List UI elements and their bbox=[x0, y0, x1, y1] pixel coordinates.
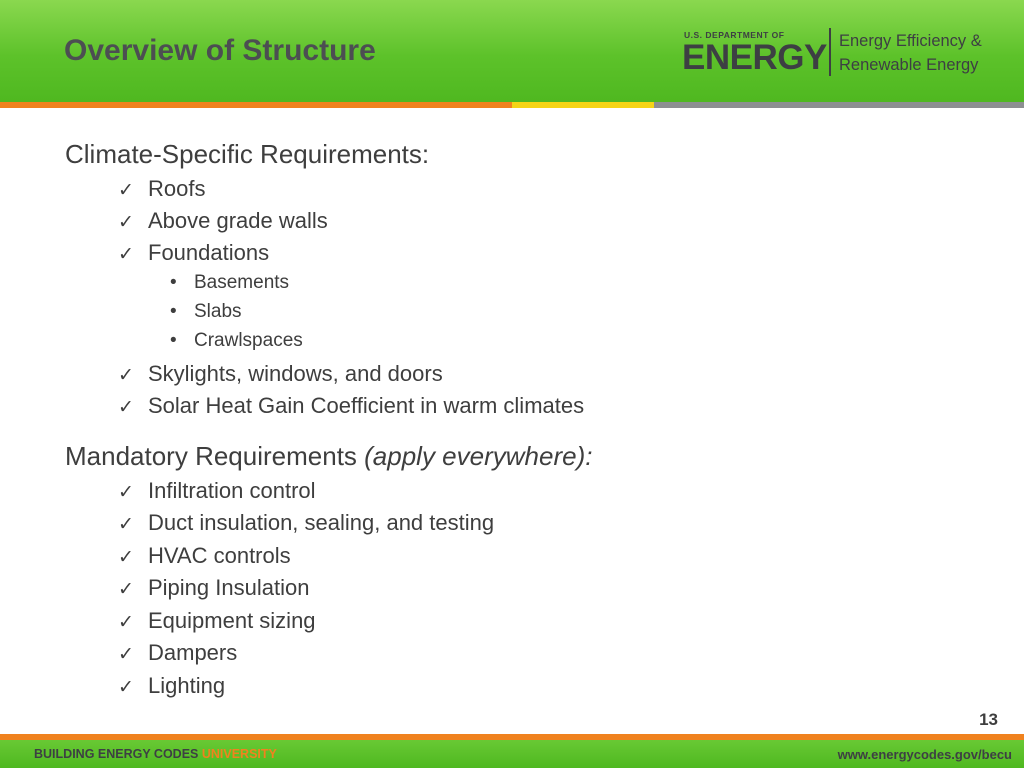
bullet-icon: • bbox=[170, 330, 177, 351]
doe-eere-logo bbox=[684, 28, 1004, 80]
mandatory-item bbox=[118, 640, 237, 666]
header-stripe-yellow bbox=[512, 102, 654, 108]
footer-program-text: BUILDING ENERGY CODES bbox=[34, 747, 202, 761]
climate-item-label: Foundations bbox=[148, 240, 270, 265]
mandatory-item bbox=[118, 575, 309, 601]
logo-divider bbox=[829, 28, 831, 76]
header-stripe-orange bbox=[0, 102, 512, 108]
bullet-icon: • bbox=[170, 272, 177, 293]
checkmark-icon: ✓ bbox=[118, 244, 134, 265]
checkmark-icon: ✓ bbox=[118, 514, 134, 535]
foundation-subitem-label: Slabs bbox=[194, 301, 242, 322]
climate-heading: Climate-Specific Requirements: bbox=[65, 139, 430, 169]
climate-item bbox=[118, 176, 205, 202]
foundation-subitem bbox=[170, 301, 242, 323]
mandatory-item-label: Lighting bbox=[148, 673, 226, 698]
checkmark-icon: ✓ bbox=[118, 397, 134, 418]
mandatory-item-label: HVAC controls bbox=[148, 543, 291, 568]
climate-item-label: Skylights, windows, and doors bbox=[148, 361, 443, 386]
mandatory-heading-note: (apply everywhere): bbox=[364, 441, 593, 471]
checkmark-icon: ✓ bbox=[118, 579, 134, 600]
slide-footer bbox=[0, 740, 1024, 768]
checkmark-icon: ✓ bbox=[118, 644, 134, 665]
mandatory-item-label: Infiltration control bbox=[148, 478, 316, 503]
mandatory-item bbox=[118, 608, 316, 634]
header-stripe-gray bbox=[654, 102, 1024, 108]
page-number: 13 bbox=[979, 710, 998, 729]
climate-item bbox=[118, 208, 328, 234]
foundation-subitem-label: Crawlspaces bbox=[194, 330, 303, 351]
footer-program-highlight: UNIVERSITY bbox=[201, 747, 277, 761]
climate-item-label: Above grade walls bbox=[148, 208, 328, 233]
mandatory-item-label: Duct insulation, sealing, and testing bbox=[148, 510, 495, 535]
mandatory-heading bbox=[65, 441, 592, 472]
mandatory-item-label: Equipment sizing bbox=[148, 608, 316, 633]
checkmark-icon: ✓ bbox=[118, 677, 134, 698]
footer-url: www.energycodes.gov/becu bbox=[837, 747, 1012, 762]
checkmark-icon: ✓ bbox=[118, 547, 134, 568]
logo-office-line-1: Energy Efficiency & bbox=[839, 32, 982, 50]
mandatory-item bbox=[118, 478, 316, 504]
checkmark-icon: ✓ bbox=[118, 180, 134, 201]
climate-item bbox=[118, 393, 584, 419]
mandatory-item bbox=[118, 510, 494, 536]
climate-item bbox=[118, 240, 269, 266]
logo-energy-wordmark: ENERGY bbox=[682, 38, 827, 77]
mandatory-item bbox=[118, 673, 225, 699]
climate-item bbox=[118, 361, 443, 387]
bullet-icon: • bbox=[170, 301, 177, 322]
mandatory-item bbox=[118, 543, 291, 569]
foundation-subitem bbox=[170, 272, 289, 294]
logo-department-small: U.S. DEPARTMENT OF bbox=[684, 30, 785, 40]
checkmark-icon: ✓ bbox=[118, 212, 134, 233]
footer-program-name bbox=[34, 747, 277, 761]
foundation-subitem-label: Basements bbox=[194, 272, 290, 293]
slide-header bbox=[0, 0, 1024, 102]
mandatory-item-label: Piping Insulation bbox=[148, 575, 310, 600]
slide-title: Overview of Structure bbox=[64, 34, 376, 67]
foundation-subitem bbox=[170, 330, 303, 352]
mandatory-item-label: Dampers bbox=[148, 640, 238, 665]
checkmark-icon: ✓ bbox=[118, 482, 134, 503]
checkmark-icon: ✓ bbox=[118, 612, 134, 633]
logo-office-line-2: Renewable Energy bbox=[839, 56, 979, 74]
mandatory-heading-text: Mandatory Requirements bbox=[65, 441, 365, 471]
climate-item-label: Roofs bbox=[148, 176, 206, 201]
checkmark-icon: ✓ bbox=[118, 365, 134, 386]
climate-item-label: Solar Heat Gain Coefficient in warm climates bbox=[148, 393, 585, 418]
